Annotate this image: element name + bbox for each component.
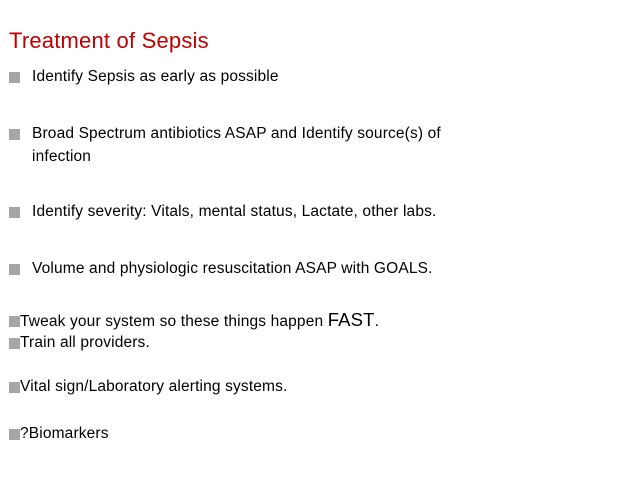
- slide-title: Treatment of Sepsis: [9, 28, 209, 53]
- sub-bullet-tweak-system: [20, 309, 379, 333]
- sub-bullet-biomarkers: ?Biomarkers: [20, 425, 109, 442]
- sub-bullet-tweak-text: Tweak your system so these things happen: [20, 313, 328, 330]
- emphasis-fast: FAST: [327, 309, 375, 330]
- bullet-square-icon: [9, 207, 20, 218]
- bullet-antibiotics-line2: infection: [32, 148, 92, 165]
- bullet-square-icon: [9, 264, 20, 275]
- bullet-square-icon: [9, 72, 20, 83]
- sub-bullet-train-providers: Train all providers.: [20, 334, 150, 351]
- bullet-antibiotics-line1: Broad Spectrum antibiotics ASAP and Identify source(s) of: [32, 125, 441, 142]
- bullet-square-icon: [9, 382, 20, 393]
- sub-bullet-alerting-systems: Vital sign/Laboratory alerting systems.: [20, 378, 288, 395]
- bullet-square-icon: [9, 338, 20, 349]
- bullet-square-icon: [9, 129, 20, 140]
- bullet-volume-resuscitation: Volume and physiologic resuscitation ASAP with GOALS.: [32, 260, 433, 277]
- bullet-square-icon: [9, 316, 20, 327]
- bullet-identify-severity: Identify severity: Vitals, mental status, Lactate, other labs.: [32, 203, 437, 220]
- bullet-identify-sepsis: Identify Sepsis as early as possible: [32, 68, 279, 85]
- bullet-square-icon: [9, 429, 20, 440]
- sub-bullet-tweak-suffix: .: [374, 313, 380, 330]
